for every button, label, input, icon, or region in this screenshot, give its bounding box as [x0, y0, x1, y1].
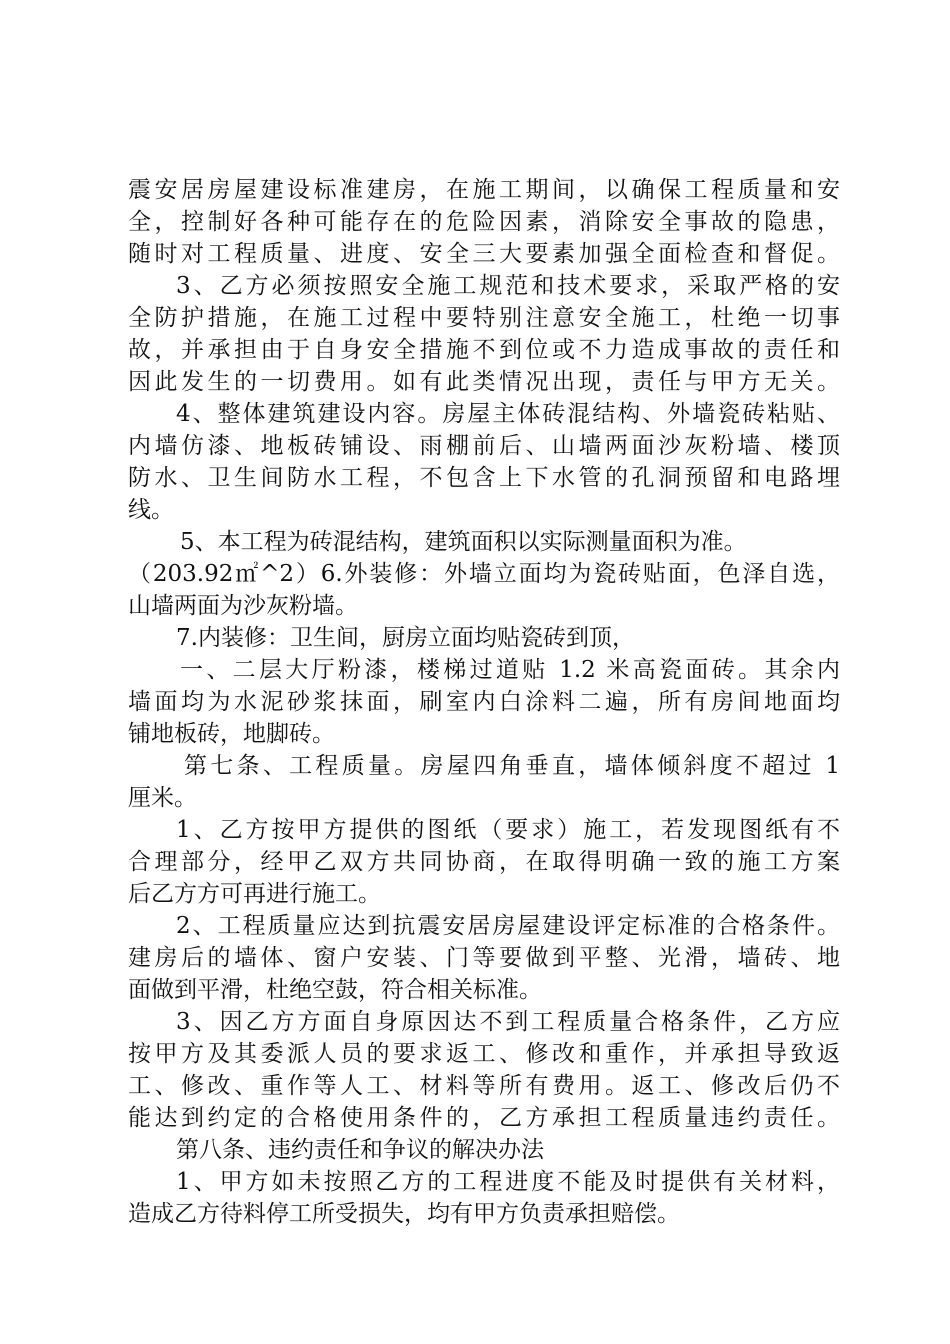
- text-line: 防水、卫生间防水工程，不包含上下水管的孔洞预留和电路埋: [128, 465, 840, 491]
- text-line: 因此发生的一切费用。如有此类情况出现，责任与甲方无关。: [128, 369, 840, 395]
- text-line: 墙面均为水泥砂浆抹面，刷室内白涂料二遍，所有房间地面均: [128, 689, 840, 715]
- text-line: 工、修改、重作等人工、材料等所有费用。返工、修改后仍不: [128, 1073, 840, 1099]
- text-line: 山墙两面为沙灰粉墙。: [128, 593, 358, 619]
- text-line: 建房后的墙体、窗户安装、门等要做到平整、光滑，墙砖、地: [128, 945, 840, 971]
- text-line: 铺地板砖，地脚砖。: [128, 721, 335, 747]
- text-line: 按甲方及其委派人员的要求返工、修改和重作，并承担导致返: [128, 1041, 840, 1067]
- text-line: 厘米。: [128, 785, 197, 811]
- text-line: 后乙方方可再进行施工。: [128, 881, 381, 907]
- text-line: 造成乙方待料停工所受损失，均有甲方负责承担赔偿。: [128, 1201, 680, 1227]
- text-line: 第七条、工程质量。房屋四角垂直，墙体倾斜度不超过 1: [184, 753, 840, 779]
- text-line: 1、乙方按甲方提供的图纸（要求）施工，若发现图纸有不: [176, 817, 840, 843]
- text-line: 故，并承担由于自身安全措施不到位或不力造成事故的责任和: [128, 337, 840, 363]
- text-line: 能达到约定的合格使用条件的，乙方承担工程质量违约责任。: [128, 1105, 840, 1131]
- text-line: （203.92㎡^2）6.外装修：外墙立面均为瓷砖贴面，色泽自选，: [128, 561, 840, 587]
- text-line: 3、乙方必须按照安全施工规范和技术要求，采取严格的安: [176, 273, 840, 299]
- text-line: 震安居房屋建设标准建房，在施工期间，以确保工程质量和安: [128, 177, 840, 203]
- text-line: 合理部分，经甲乙双方共同协商，在取得明确一致的施工方案: [128, 849, 840, 875]
- text-line: 7.内装修：卫生间，厨房立面均贴瓷砖到顶，: [176, 625, 635, 651]
- text-line: 4、整体建筑建设内容。房屋主体砖混结构、外墙瓷砖粘贴、: [176, 401, 840, 427]
- text-line: 1、甲方如未按照乙方的工程进度不能及时提供有关材料，: [176, 1169, 840, 1195]
- text-line: 全防护措施，在施工过程中要特别注意安全施工，杜绝一切事: [128, 305, 840, 331]
- text-line: 5、本工程为砖混结构，建筑面积以实际测量面积为准。: [180, 529, 747, 555]
- text-line: 一、二层大厅粉漆，楼梯过道贴 1.2 米高瓷面砖。其余内: [180, 657, 840, 683]
- text-line: 2、工程质量应达到抗震安居房屋建设评定标准的合格条件。: [176, 913, 840, 939]
- text-line: 全，控制好各种可能存在的危险因素，消除安全事故的隐患，: [128, 209, 840, 235]
- text-line: 随时对工程质量、进度、安全三大要素加强全面检查和督促。: [128, 241, 840, 267]
- text-line: 面做到平滑，杜绝空鼓，符合相关标准。: [128, 977, 542, 1003]
- text-line: 内墙仿漆、地板砖铺设、雨棚前后、山墙两面沙灰粉墙、楼顶: [128, 433, 840, 459]
- text-line: 线。: [128, 497, 174, 523]
- text-line: 3、因乙方方面自身原因达不到工程质量合格条件，乙方应: [176, 1009, 840, 1035]
- section-heading: 第八条、违约责任和争议的解决办法: [176, 1137, 544, 1163]
